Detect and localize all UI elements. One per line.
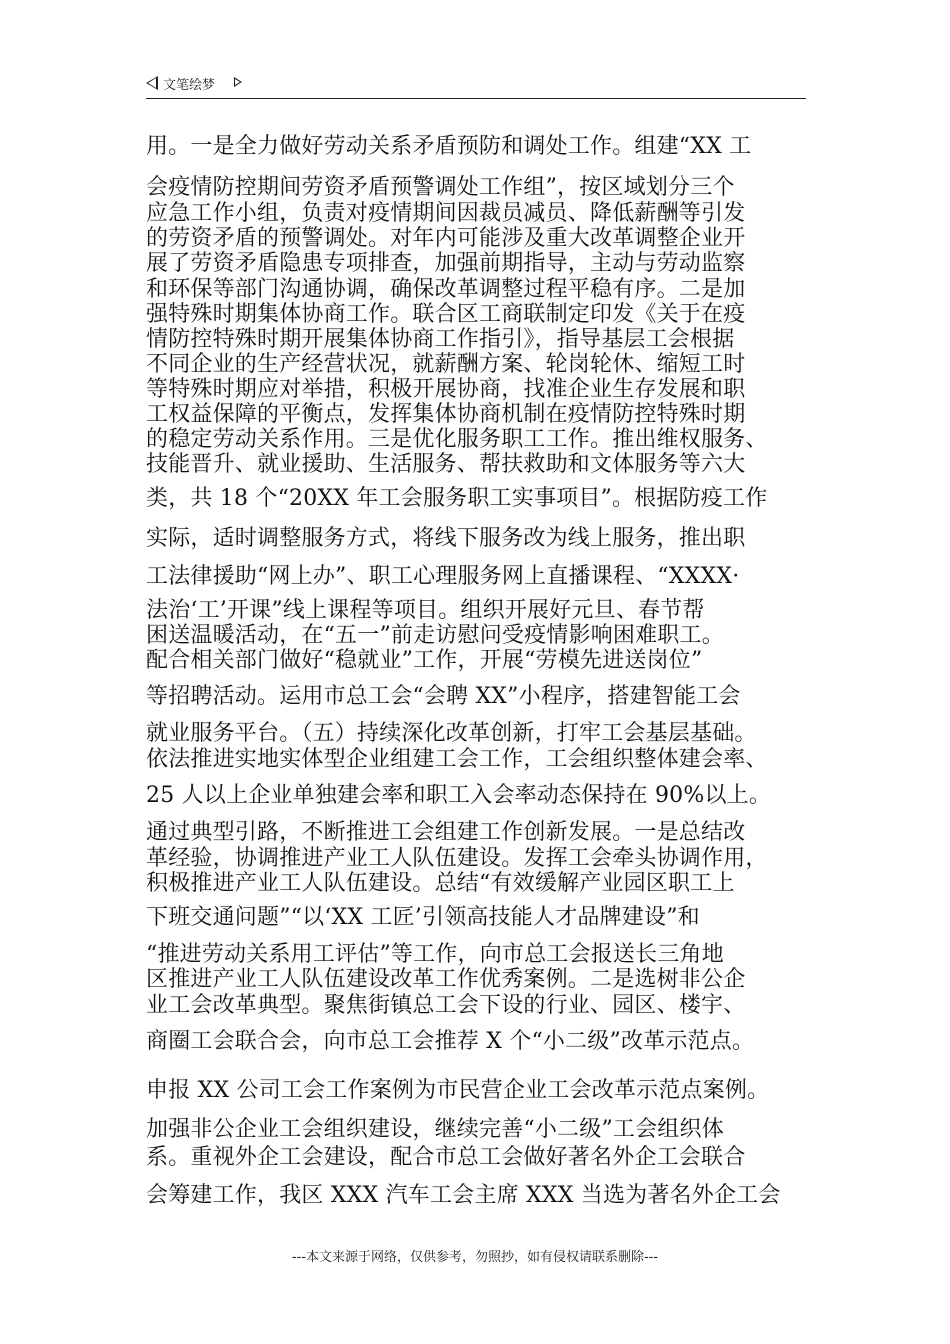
body-line: 工法律援助“网上办”、职工心理服务网上直播课程、“XXXX· — [146, 564, 740, 589]
body-line: 会疫情防控期间劳资矛盾预警调处工作组”，按区域划分三个 — [146, 175, 735, 200]
body-line: 就业服务平台。（五）持续深化改革创新，打牢工会基层基础。 — [146, 721, 757, 746]
body-line: 的稳定劳动关系作用。三是优化服务职工工作。推出维权服务、 — [146, 427, 768, 452]
body-line: 业工会改革典型。聚焦街镇总工会下设的行业、园区、楼宇、 — [146, 993, 746, 1018]
page-header — [146, 72, 806, 99]
body-line: 强特殊时期集体协商工作。联合区工商联制定印发《关于在疫 — [146, 302, 746, 327]
body-line: 商圈工会联合会，向市总工会推荐 X 个“小二级”改革示范点。 — [146, 1029, 755, 1054]
body-line: “推进劳动关系用工评估”等工作，向市总工会报送长三角地 — [146, 942, 724, 967]
body-line: 实际，适时调整服务方式，将线下服务改为线上服务，推出职 — [146, 526, 746, 551]
body-line: 应急工作小组，负责对疫情期间因裁员减员、降低薪酬等引发 — [146, 201, 746, 226]
body-line: 积极推进产业工人队伍建设。总结“有效缓解产业园区职工上 — [146, 871, 735, 896]
body-line: 申报 XX 公司工会工作案例为市民营企业工会改革示范点案例。 — [146, 1078, 770, 1103]
body-line: 配合相关部门做好“稳就业”工作，开展“劳模先进送岗位” — [146, 648, 703, 673]
body-line: 用。一是全力做好劳动关系矛盾预防和调处工作。组建“XX 工 — [146, 134, 752, 159]
body-line: 法治‘工’开课”线上课程等项目。组织开展好元旦、春节帮 — [146, 598, 705, 623]
body-line: 和环保等部门沟通协调，确保改革调整过程平稳有序。二是加 — [146, 277, 746, 302]
body-line: 技能晋升、就业援助、生活服务、帮扶救助和文体服务等六大 — [146, 452, 746, 477]
page-footer-disclaimer: ---本文来源于网络，仅供参考，勿照抄，如有侵权请联系删除--- — [291, 1250, 659, 1265]
body-line: 系。重视外企工会建设，配合市总工会做好著名外企工会联合 — [146, 1145, 746, 1170]
body-line: 展了劳资矛盾隐患专项排查，加强前期指导，主动与劳动监察 — [146, 251, 746, 276]
body-line: 依法推进实地实体型企业组建工会工作，工会组织整体建会率、 — [146, 747, 768, 772]
body-line: 的劳资矛盾的预警调处。对年内可能涉及重大改革调整企业开 — [146, 226, 746, 251]
triangle-left-icon — [146, 76, 158, 90]
body-line: 工权益保障的平衡点，发挥集体协商机制在疫情防控特殊时期 — [146, 402, 746, 427]
triangle-right-icon — [234, 77, 242, 87]
body-line: 情防控特殊时期开展集体协商工作指引》，指导基层工会根据 — [146, 327, 735, 352]
body-line: 25 人以上企业单独建会率和职工入会率动态保持在 90%以上。 — [146, 783, 772, 808]
body-line: 加强非公企业工会组织建设，继续完善“小二级”工会组织体 — [146, 1117, 724, 1142]
body-line: 困送温暖活动，在“五一”前走访慰问受疫情影响困难职工。 — [146, 623, 724, 648]
body-line: 区推进产业工人队伍建设改革工作优秀案例。二是选树非公企 — [146, 967, 746, 992]
body-line: 革经验，协调推进产业工人队伍建设。发挥工会牵头协调作用， — [146, 846, 768, 871]
body-line: 通过典型引路，不断推进工会组建工作创新发展。一是总结改 — [146, 820, 746, 845]
body-line: 等特殊时期应对举措，积极开展协商，找准企业生存发展和职 — [146, 377, 746, 402]
body-line: 会筹建工作，我区 XXX 汽车工会主席 XXX 当选为著名外企工会 — [146, 1183, 781, 1208]
body-line: 下班交通问题”“以‘XX 工匠’引领高技能人才品牌建设”和 — [146, 905, 700, 930]
header-title: 文笔绘梦 — [163, 78, 216, 93]
body-line: 不同企业的生产经营状况，就薪酬方案、轮岗轮休、缩短工时 — [146, 352, 746, 377]
body-line: 类，共 18 个“20XX 年工会服务职工实事项目”。根据防疫工作 — [146, 486, 768, 511]
body-line: 等招聘活动。运用市总工会“会聘 XX”小程序，搭建智能工会 — [146, 684, 741, 709]
